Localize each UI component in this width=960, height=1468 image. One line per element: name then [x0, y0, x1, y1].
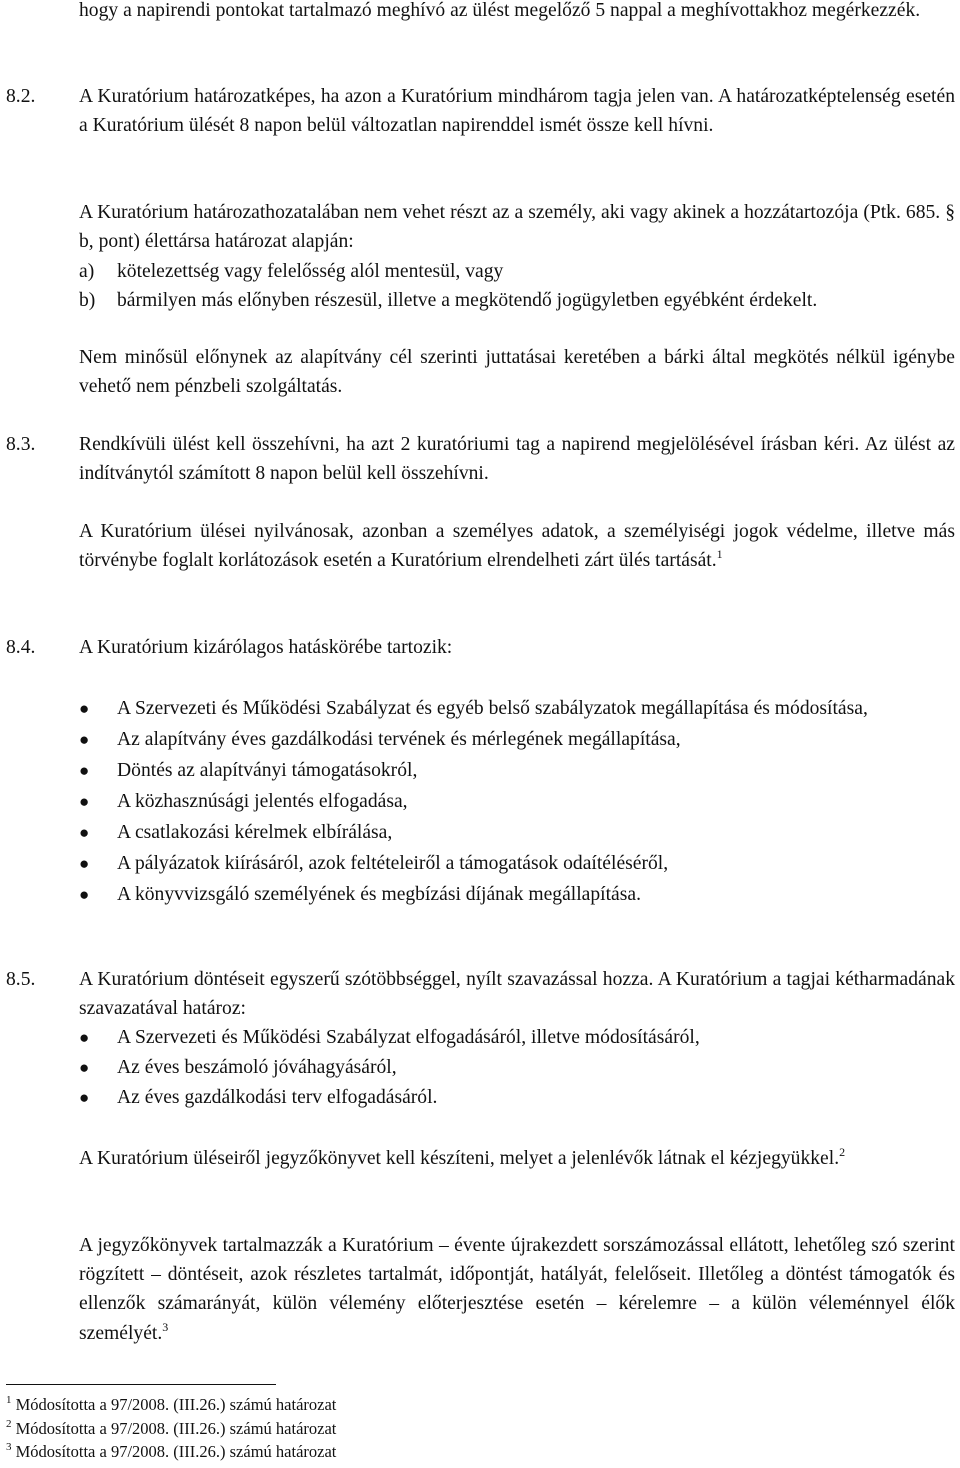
footnote-ref: 2: [839, 1145, 846, 1159]
paragraph-text: A jegyzőkönyvek tartalmazzák a Kuratórium – évente újrakezdett sorszámozással ellátott, lehetőleg szó szerint rögzített – döntéseit, azok részletes tartalmát, időpontját, hatályát, felelőseit. Illetőleg a döntést támogatók és ellenzők számarányát, külön vélemény előterjesztése esetén – kérelemre – a külön véleménnyel élők személyét.: [79, 1235, 955, 1344]
list-item-text: Döntés az alapítványi támogatásokról,: [117, 760, 418, 781]
paragraph-decisions: A Kuratórium döntéseit egyszerű szótöbbséggel, nyílt szavazással hozza. A Kuratórium a tagjai kétharmadának szavazatával határoz:: [79, 969, 955, 1020]
list-item-text: Az éves beszámoló jóváhagyásáról,: [117, 1057, 397, 1078]
list-item: [0, 879, 960, 910]
paragraph-minutes: [79, 1144, 955, 1173]
paragraph-text: A Kuratórium ülései nyilvánosak, azonban a személyes adatok, a személyiségi jogok védelme, illetve más törvénybe foglalt korlátozások esetén a Kuratórium elrendelheti zárt ülés tartását.: [79, 521, 955, 572]
list-item-text: A csatlakozási kérelmek elbírálása,: [117, 822, 393, 843]
bullet-icon: ●: [79, 823, 90, 842]
list-item: [0, 1083, 960, 1113]
section-number: 8.5.: [6, 969, 36, 990]
list-item: [0, 755, 960, 786]
footnote: [6, 1440, 336, 1463]
bullet-icon: ●: [79, 699, 90, 718]
sublist-label: a): [79, 261, 95, 282]
footnote-number: 3: [6, 1441, 12, 1453]
section-number: 8.4.: [6, 637, 36, 658]
bullet-icon: ●: [79, 1028, 90, 1047]
competence-list: [0, 693, 960, 910]
bullet-icon: ●: [79, 761, 90, 780]
list-item: [0, 693, 960, 724]
list-item-text: A közhasznúsági jelentés elfogadása,: [117, 791, 408, 812]
paragraph-extraordinary: Rendkívüli ülést kell összehívni, ha azt 2 kuratóriumi tag a napirend megjelölésével írásban kéri. Az ülést az indítványtól számított 8 napon belül kell összehívni.: [79, 434, 955, 485]
paragraph-benefit: Nem minősül előnynek az alapítvány cél szerinti juttatásai keretében a bárki által megkötés nélkül igénybe vehető nem pénzbeli szolgáltatás.: [79, 347, 955, 398]
footnote: [6, 1417, 336, 1440]
paragraph-text: A Kuratórium üléseiről jegyzőkönyvet kell készíteni, melyet a jelenlévők látnak el kézjegyükkel.: [79, 1148, 840, 1169]
paragraph-competence: A Kuratórium kizárólagos hatáskörébe tartozik:: [79, 637, 453, 658]
bullet-icon: ●: [79, 792, 90, 811]
footnote-text: Módosította a 97/2008. (III.26.) számú határozat: [15, 1395, 337, 1414]
paragraph-public-sessions: [79, 517, 955, 575]
sublist-item: [79, 257, 955, 286]
section-number: 8.3.: [6, 434, 36, 455]
list-item-text: Az éves gazdálkodási terv elfogadásáról.: [117, 1087, 438, 1108]
list-item: [0, 817, 960, 848]
two-thirds-list: [0, 1023, 960, 1113]
list-item-text: A könyvvizsgáló személyének és megbízási díjának megállapítása.: [117, 884, 641, 905]
conflict-sublist: [79, 257, 955, 315]
sublist-text: kötelezettség vagy felelősség alól mentesül, vagy: [117, 261, 504, 282]
list-item-text: Az alapítvány éves gazdálkodási tervének és mérlegének megállapítása,: [117, 729, 681, 750]
bullet-icon: ●: [79, 854, 90, 873]
footnote-text: Módosította a 97/2008. (III.26.) számú határozat: [15, 1419, 337, 1438]
footnote-number: 1: [6, 1394, 12, 1406]
list-item-text: A Szervezeti és Működési Szabályzat és egyéb belső szabályzatok megállapítása és módosítása,: [117, 698, 868, 719]
list-item: [0, 786, 960, 817]
bullet-icon: ●: [79, 1088, 90, 1107]
paragraph-quorum: A Kuratórium határozatképes, ha azon a Kuratórium mindhárom tagja jelen van. A határozatképtelenség esetén a Kuratórium ülését 8 napon belül változatlan napirenddel ismét össze kell hívni.: [79, 86, 955, 137]
list-item-text: A pályázatok kiírásáról, azok feltételeiről a támogatások odaítéléséről,: [117, 853, 669, 874]
paragraph-minutes-content: [79, 1231, 955, 1348]
paragraph-continuation: hogy a napirendi pontokat tartalmazó meghívó az ülést megelőző 5 nappal a meghívottakhoz megérkezzék.: [79, 0, 921, 21]
sublist-label: b): [79, 290, 96, 312]
footnote-ref: 3: [162, 1319, 169, 1334]
sublist-item: [79, 286, 955, 315]
footnote-number: 2: [6, 1418, 12, 1430]
list-item: [0, 724, 960, 755]
paragraph-conflict: A Kuratórium határozathozatalában nem vehet részt az a személy, aki vagy akinek a hozzátartozója (Ptk. 685. § b, pont) élettársa határozat alapján:: [79, 202, 955, 253]
list-item: [0, 1053, 960, 1083]
footnote-text: Módosította a 97/2008. (III.26.) számú határozat: [15, 1442, 337, 1461]
bullet-icon: ●: [79, 1058, 90, 1077]
list-item-text: A Szervezeti és Működési Szabályzat elfogadásáról, illetve módosításáról,: [117, 1027, 700, 1048]
footnote-ref: 1: [716, 547, 723, 562]
footnote: [6, 1393, 336, 1416]
section-number: 8.2.: [6, 86, 36, 107]
footnote-separator: [6, 1384, 276, 1385]
sublist-text: bármilyen más előnyben részesül, illetve a megkötendő jogügyletben egyébként érdekelt.: [117, 290, 818, 312]
list-item: [0, 848, 960, 879]
list-item: [0, 1023, 960, 1053]
bullet-icon: ●: [79, 730, 90, 749]
bullet-icon: ●: [79, 885, 90, 904]
